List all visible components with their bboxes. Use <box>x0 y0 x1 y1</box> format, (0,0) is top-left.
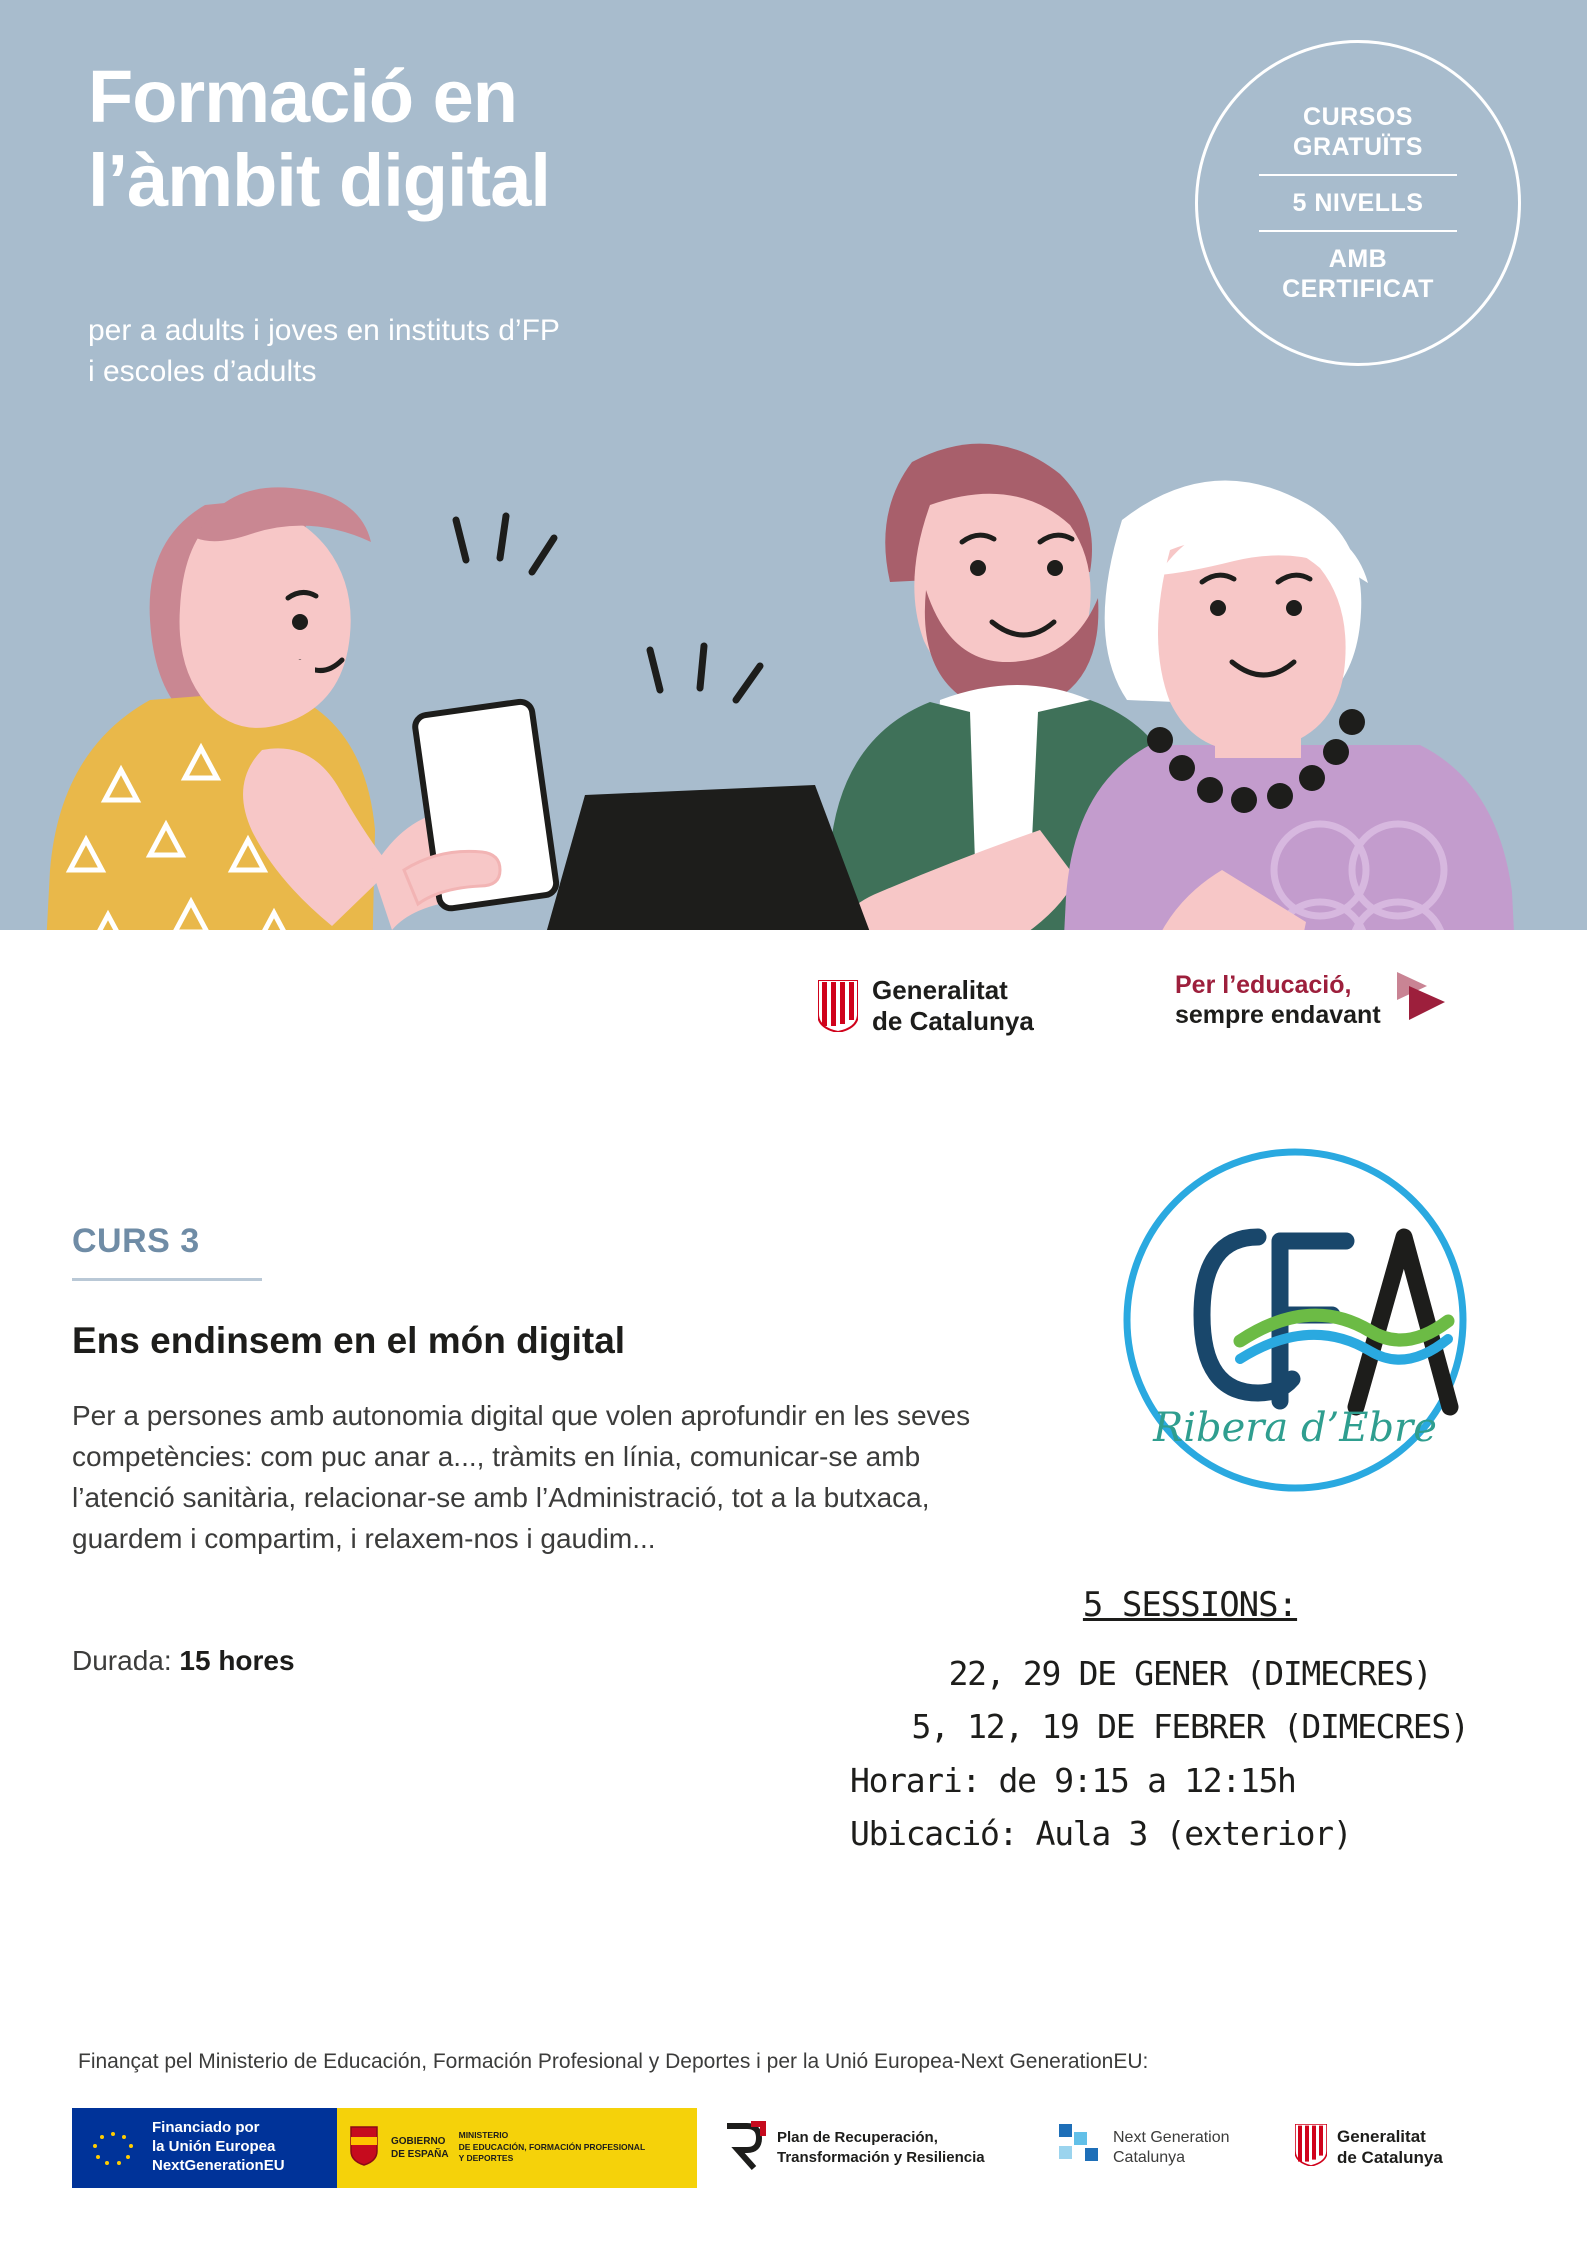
generalitat-logo-text <box>872 975 1034 1036</box>
generalitat-footer-line2: de Catalunya <box>1337 2147 1443 2167</box>
eu-funding-line2: la Unión Europea <box>152 2138 276 2156</box>
generalitat-logo-line1: Generalitat <box>872 975 1008 1005</box>
prtr-line2: Transformación y Resiliencia <box>777 2148 985 2166</box>
logo-band <box>0 930 1587 1170</box>
generalitat-logo <box>818 975 1034 1036</box>
course-duration-value: 15 hores <box>179 1645 295 1676</box>
funding-logos <box>72 2105 1522 2190</box>
sessions-line-2: 5, 12, 19 DE FEBRER (DIMECRES) <box>911 1707 1469 1747</box>
spain-coat-of-arms-icon <box>347 2123 381 2172</box>
ngc-line1: Next Generation <box>1113 2128 1230 2146</box>
generalitat-footer-line1: Generalitat <box>1337 2127 1426 2147</box>
sessions-schedule: Horari: de 9:15 a 12:15h <box>850 1760 1296 1800</box>
page-title <box>88 55 988 222</box>
gobierno-text <box>391 2135 449 2161</box>
eu-funding-logo <box>72 2108 337 2188</box>
financing-text: Finançat pel Ministerio de Educación, Formación Profesional y Deportes i per la Unió Europea-Next GenerationEU: <box>78 2050 1149 2073</box>
eu-funding-line1: Financiado por <box>152 2119 260 2137</box>
course-duration <box>72 1645 295 1677</box>
prtr-mark-icon <box>721 2120 767 2175</box>
educacio-logo <box>1175 970 1505 1031</box>
educacio-logo-line2: sempre endavant <box>1175 1000 1381 1029</box>
status-badge <box>1195 40 1521 366</box>
course-description: Per a persones amb autonomia digital que volen aprofundir en les seves competències: com puc anar a..., tràmits en línia, comunicar-se amb l’atenció sanitària, relacionar-se amb l’Administració, tot a la butxaca, guardem i compartim, i relaxem-nos i gaudim... <box>72 1400 971 1555</box>
gobierno-line2: DE ESPAÑA <box>391 2148 449 2160</box>
eu-funding-text <box>152 2119 285 2175</box>
educacio-logo-line1: Per l’educació, <box>1175 971 1352 999</box>
generalitat-footer-text <box>1337 2127 1443 2168</box>
sessions-location: Ubicació: Aula 3 (exterior) <box>850 1814 1352 1854</box>
badge-line-levels: 5 NIVELLS <box>1292 189 1424 217</box>
course-title: Ens endinsem en el món digital <box>72 1320 626 1361</box>
badge-line-free: CURSOS GRATUÏTS <box>1293 103 1423 161</box>
next-generation-catalunya-logo <box>1027 2108 1277 2188</box>
page-subtitle <box>88 310 908 392</box>
page-subtitle-line1: per a adults i joves en instituts d’FP <box>88 314 560 347</box>
ministerio-line3: Y DEPORTES <box>458 2153 514 2164</box>
course-duration-label: Durada: <box>72 1645 172 1676</box>
gobierno-line1: GOBIERNO <box>391 2135 446 2147</box>
page-title-line2: l’àmbit digital <box>88 138 550 222</box>
ngc-squares-icon <box>1057 2122 1103 2173</box>
cfa-logo <box>1120 1145 1470 1495</box>
ministerio-line1: MINISTERIO <box>458 2130 509 2141</box>
prtr-logo <box>697 2108 1027 2188</box>
course-label: CURS 3 <box>72 1222 200 1260</box>
cfa-logo-script: Ribera d’Ebre <box>1153 1405 1437 1451</box>
sessions-block <box>830 1585 1550 1861</box>
eu-funding-line3: NextGenerationEU <box>152 2156 285 2174</box>
ngc-text <box>1113 2128 1230 2168</box>
prtr-text <box>777 2128 985 2167</box>
gobierno-logo <box>337 2108 697 2188</box>
generalitat-footer-logo <box>1277 2108 1507 2188</box>
ministerio-line2: DE EDUCACIÓN, FORMACIÓN PROFESIONAL <box>458 2141 646 2152</box>
ngc-line2: Catalunya <box>1113 2148 1186 2166</box>
arrow-icon <box>1393 970 1451 1031</box>
generalitat-logo-line2: de Catalunya <box>872 1005 1034 1036</box>
prtr-line1: Plan de Recuperación, <box>777 2129 938 2146</box>
sessions-line-1: 22, 29 DE GENER (DIMECRES) <box>948 1654 1432 1693</box>
course-label-rule <box>72 1278 262 1281</box>
badge-line-certificate: AMB CERTIFICAT <box>1282 245 1434 303</box>
generalitat-shield-icon <box>1295 2124 1327 2171</box>
eu-flag-icon <box>82 2126 144 2170</box>
ministerio-text <box>459 2130 646 2164</box>
sessions-heading: 5 SESSIONS: <box>1082 1585 1298 1625</box>
page-title-line1: Formació en <box>88 55 517 138</box>
generalitat-shield-icon <box>818 980 858 1032</box>
page-subtitle-line2: i escoles d’adults <box>88 355 317 389</box>
